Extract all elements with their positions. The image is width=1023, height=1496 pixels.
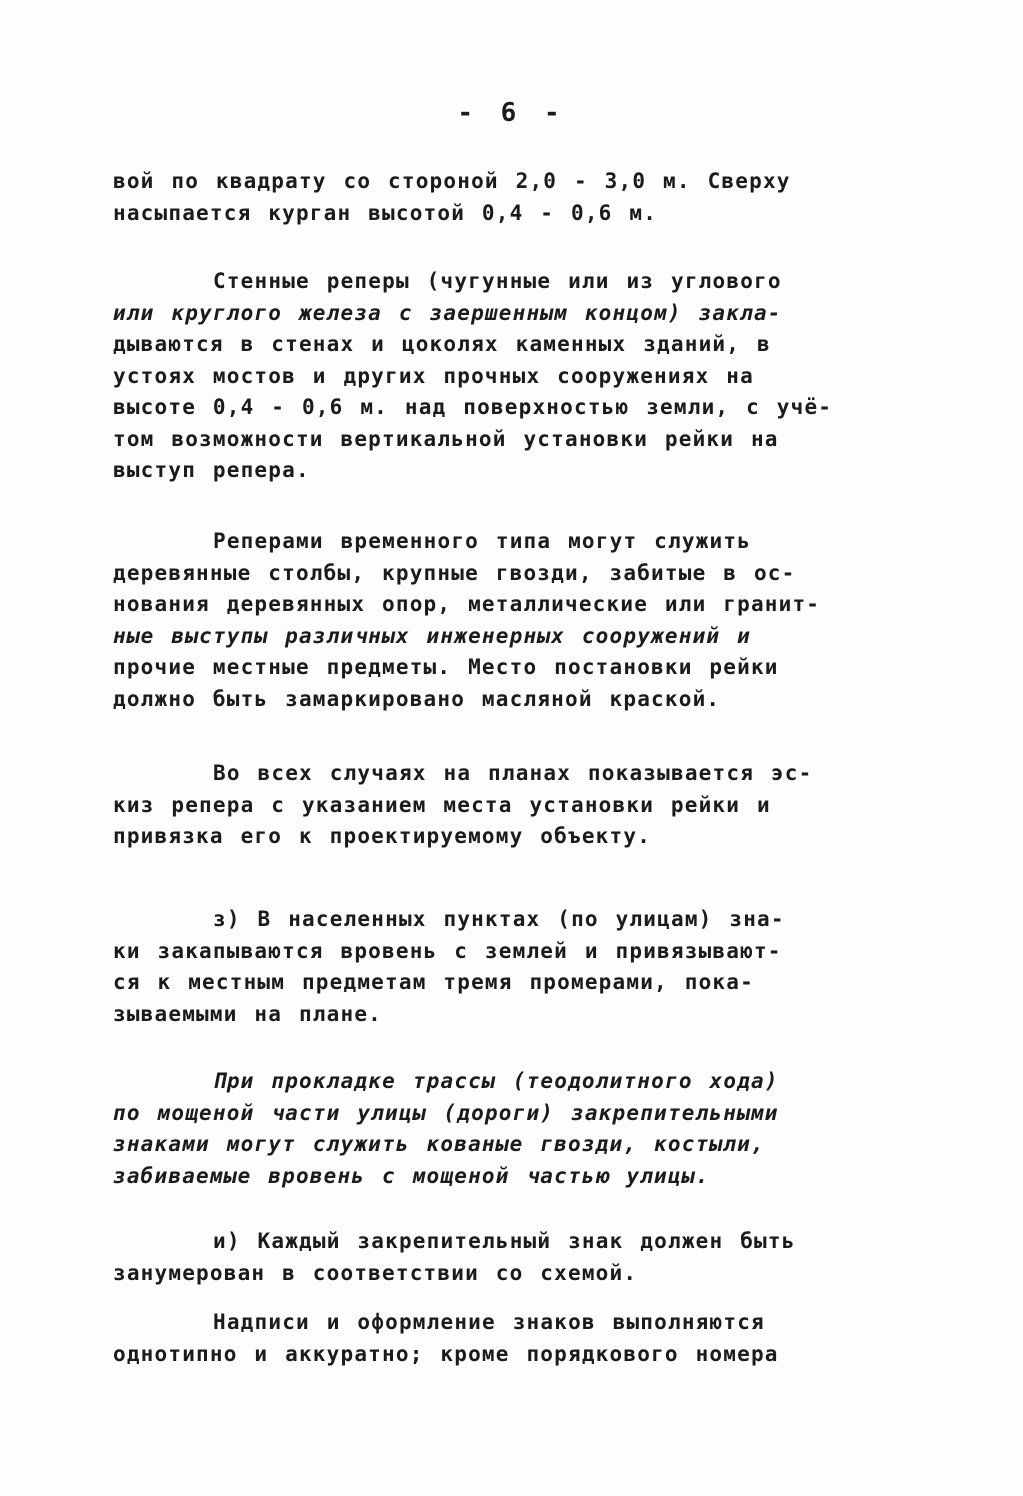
text-line: или круглого железа с заершенным концом) закла- xyxy=(113,300,782,325)
text-line: зываемыми на плане. xyxy=(113,1001,383,1026)
text-line: однотипно и аккуратно; кроме порядкового номера xyxy=(113,1341,779,1366)
paragraph-paved-streets xyxy=(113,1066,913,1192)
text-line: высоте 0,4 - 0,6 м. над поверхностью земли, с учё- xyxy=(113,395,833,419)
paragraph-item-z-settlements xyxy=(113,904,913,1030)
text-line: забиваемые вровень с мощеной частью улицы. xyxy=(113,1163,710,1188)
text-line: ные выступы различных инженерных сооружений и xyxy=(113,623,751,648)
text-line: деревянные столбы, крупные гвозди, забитые в ос- xyxy=(113,560,796,585)
text-line: должно быть замаркировано масляной краской. xyxy=(113,686,721,711)
text-line: прочие местные предметы. Место постановки рейки xyxy=(113,655,779,679)
text-line: занумерован в соответствии со схемой. xyxy=(113,1260,638,1285)
paragraph-mound-height xyxy=(113,166,913,229)
paragraph-temporary-benchmarks xyxy=(113,526,913,715)
paragraph-wall-benchmarks xyxy=(113,266,913,487)
text-line: вой по квадрату со стороной 2,0 - 3,0 м. Сверху xyxy=(113,169,791,193)
text-line: ки закапываются вровень с землей и привязывают- xyxy=(113,938,782,963)
text-line: нования деревянных опор, металлические или гранит- xyxy=(113,592,821,616)
text-line: дываются в стенах и цоколях каменных зданий, в xyxy=(113,332,771,356)
text-line: по мощеной части улицы (дороги) закрепительными xyxy=(113,1100,779,1125)
text-line: выступ репера. xyxy=(113,458,310,482)
text-line: привязка его к проектируемому объекту. xyxy=(113,824,652,848)
text-line: знаками могут служить кованые гвозди, костыли, xyxy=(113,1132,765,1156)
text-line: ся к местным предметам тремя промерами, пока- xyxy=(113,970,754,994)
paragraph-item-i-numbering xyxy=(113,1226,913,1289)
text-line: и) Каждый закрепительный знак должен быть xyxy=(213,1229,796,1253)
text-line: устоях мостов и других прочных сооружениях на xyxy=(113,363,754,388)
paragraph-inscriptions xyxy=(113,1307,913,1370)
text-line: киз репера с указанием места установки рейки и xyxy=(113,792,771,817)
paragraph-sketch-on-plans xyxy=(113,758,913,853)
text-line: Стенные реперы (чугунные или из углового xyxy=(213,269,782,293)
text-line: з) В населенных пунктах (по улицам) зна- xyxy=(213,907,785,931)
text-line: Во всех случаях на планах показывается эс- xyxy=(213,761,813,785)
text-line: насыпается курган высотой 0,4 - 0,6 м. xyxy=(113,200,658,225)
text-line: Реперами временного типа могут служить xyxy=(213,529,752,553)
text-line: При прокладке трассы (теодолитного хода) xyxy=(213,1069,779,1093)
text-line: Надписи и оформление знаков выполняются xyxy=(213,1310,765,1334)
page-number: - 6 - xyxy=(457,98,566,128)
text-line: том возможности вертикальной установки рейки на xyxy=(113,426,779,451)
